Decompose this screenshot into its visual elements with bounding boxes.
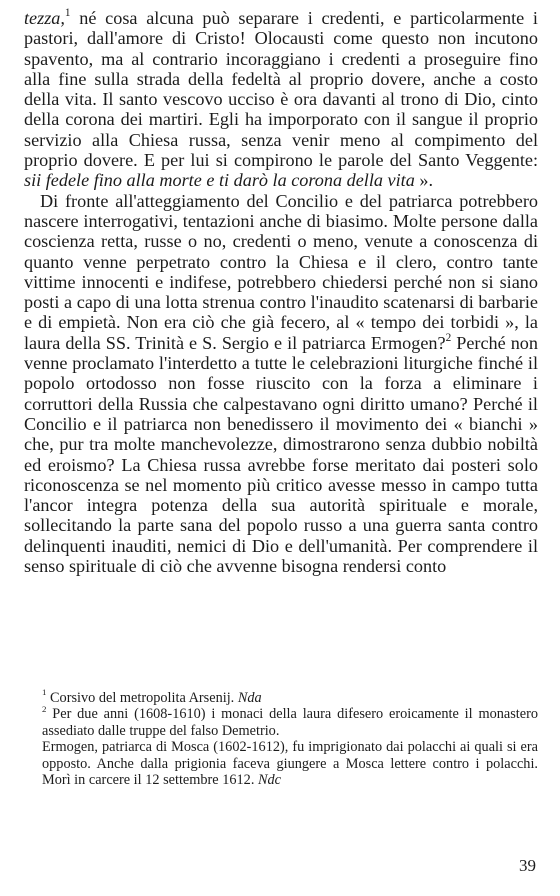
main-text <box>24 8 538 576</box>
footnote-3-tag: Ndc <box>257 772 281 789</box>
italic-word: tezza, <box>24 8 65 28</box>
page-number: 39 <box>519 856 536 875</box>
footnote-2-continuation <box>42 739 538 788</box>
footnote-2-number: 2 <box>42 703 47 714</box>
paragraph-2-text-b: Perché non venne proclamato l'interdetto a tutte le celebrazioni liturgiche finché il popolo ortodosso non fosse riuscito con la forza a eliminare i corruttori della Russia che calpestavano ogni diritto umano? Perché il Concilio e il patriarca non benedissero il movimento dei « bianchi » che, pur tra molte manchevolezze, dimostrarono senza dubbio nobiltà ed eroismo? La Chiesa russa avrebbe forse meritato dai posteri solo riconoscenza se nel momento più critico avesse messo in campo tutta l'ancor integra potenza della sua autorità spirituale e morale, sollecitando la parte sana del popolo russo a una guerra santa contro delinquenti inauditi, nemici di Dio e dell'umanità. Per comprendere il senso spirituale di ciò che avvenne bisogna rendersi conto <box>24 332 538 577</box>
paragraph-2 <box>24 191 538 577</box>
footnote-1 <box>42 687 538 706</box>
scripture-quote: sii fedele fino alla morte e ti darò la corona della vita <box>24 170 415 191</box>
footnote-1-tag: Nda <box>237 690 262 706</box>
footnote-ref-2: 2 <box>445 331 452 344</box>
paragraph-1 <box>24 8 538 191</box>
footnote-1-number: 1 <box>42 687 47 698</box>
footnote-2 <box>42 703 538 739</box>
footnote-3-text: Ermogen, patriarca di Mosca (1602-1612), fu imprigionato dai polacchi ai quali si era opposto. Anche dalla prigionia faceva giungere a Mosca lettere contro i polacchi. Morì in carcere il 12 settembre 1612. <box>42 739 538 789</box>
paragraph-1-text: né cosa alcuna può separare i credenti, e particolarmente i pastori, dall'amore di Cristo! Olocausti come questo non incutono spavento, ma al contrario incoraggiano i credenti a proseguire fino alla fine sulla strada della fedeltà al proprio dovere, anche a costo della vita. Il santo vescovo ucciso è ora davanti al trono di Dio, cinto della corona dei martiri. Egli ha imporporato con il sangue il proprio servizio alla Chiesa russa, senza venir meno al compimento del proprio dovere. E per lui si compirono le parole del Santo Veggente: <box>24 8 538 171</box>
footnote-ref-1: 1 <box>64 6 71 19</box>
quote-close: ». <box>414 170 433 191</box>
footnote-1-text: Corsivo del metropolita Arsenij. <box>46 690 238 706</box>
paragraph-2-text-a: Di fronte all'atteggiamento del Concilio e del patriarca potrebbero nascere interrogativi, tentazioni anche di biasimo. Molte persone dalla coscienza retta, russe o no, credenti o meno, venute a conoscenza di quanto venne perpetrato contro la Chiesa e il clero, contro tante vittime innocenti e indifese, potrebbero chiedersi perché non si siano posti a capo di una lotta strenua contro l'inaudito scatenarsi di barbarie e di empietà. Non era ciò che già fecero, al « tempo dei torbidi », la laura della SS. Trinità e S. Sergio e il patriarca Ermogen? <box>24 190 538 353</box>
footnotes <box>42 687 538 789</box>
footnote-2-text: Per due anni (1608-1610) i monaci della laura difesero eroicamente il monastero assediato dalle truppe del falso Demetrio. <box>42 706 538 739</box>
